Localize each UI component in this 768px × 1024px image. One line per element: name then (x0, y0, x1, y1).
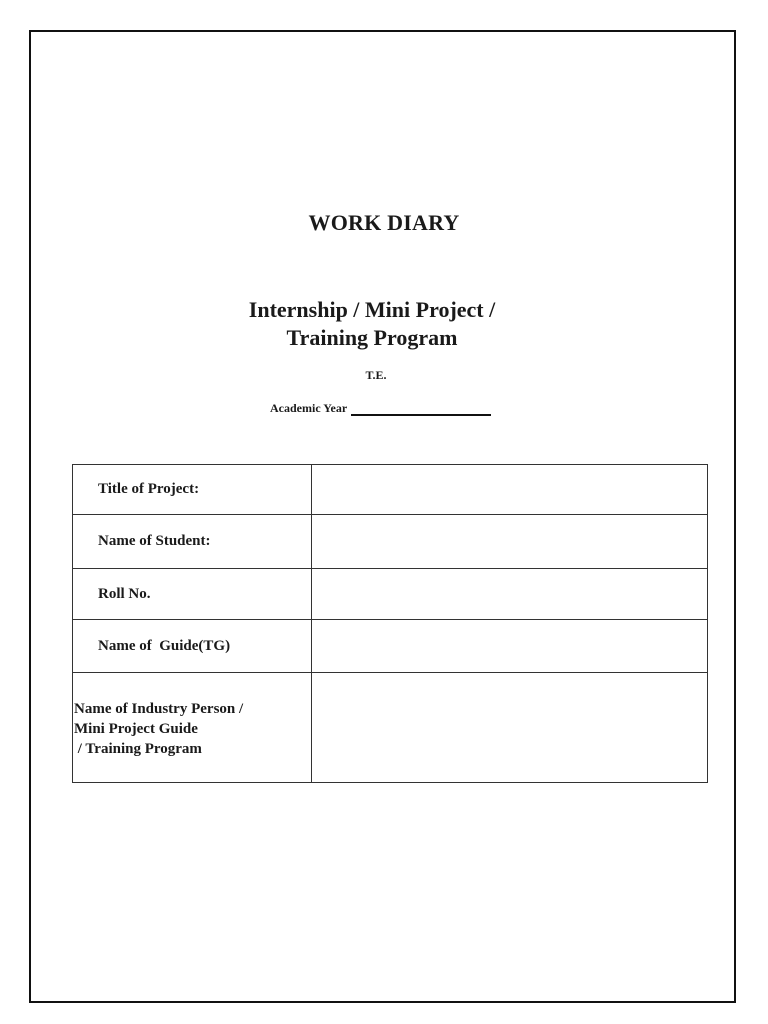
name-of-guide-value[interactable] (312, 620, 708, 673)
industry-person-label-line-3: / Training Program (74, 741, 202, 757)
subtitle-line-2: Training Program (286, 325, 458, 350)
title-of-project-label: Title of Project: (73, 465, 312, 515)
document-title: WORK DIARY (308, 210, 460, 235)
academic-year-blank[interactable] (351, 400, 491, 416)
industry-person-value[interactable] (312, 673, 708, 783)
name-of-student-value[interactable] (312, 515, 708, 569)
table-row (73, 620, 708, 673)
table-row (73, 569, 708, 620)
subtitle-line-1: Internship / Mini Project / (248, 297, 496, 322)
details-table (72, 464, 708, 783)
industry-person-label-line-1: Name of Industry Person / (74, 701, 244, 717)
academic-year-field (270, 400, 491, 416)
roll-no-value[interactable] (312, 569, 708, 620)
document-subtitle (0, 296, 744, 352)
roll-no-label: Roll No. (73, 569, 312, 620)
name-of-student-label: Name of Student: (73, 515, 312, 569)
academic-year-label: Academic Year (270, 401, 348, 415)
class-level: T.E. (365, 368, 387, 382)
table-row (73, 465, 708, 515)
table-row (73, 515, 708, 569)
table-row (73, 673, 708, 783)
industry-person-label-line-2: Mini Project Guide (74, 721, 198, 737)
industry-person-label (73, 673, 312, 783)
name-of-guide-label: Name of Guide(TG) (73, 620, 312, 673)
title-of-project-value[interactable] (312, 465, 708, 515)
